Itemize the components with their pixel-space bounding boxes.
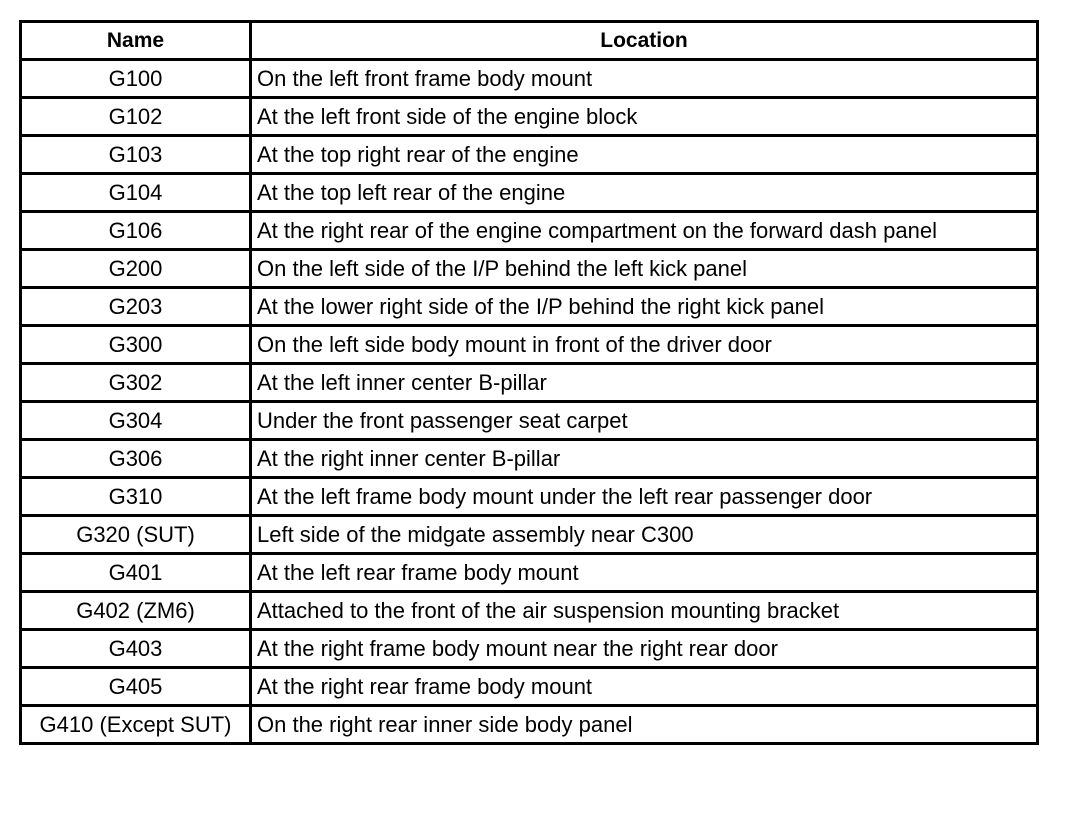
table-body [21, 60, 1038, 744]
ground-location-cell: At the left inner center B-pillar [251, 364, 1038, 402]
ground-location-cell: At the left front side of the engine block [251, 98, 1038, 136]
ground-name-cell: G300 [21, 326, 251, 364]
ground-location-cell: Left side of the midgate assembly near C300 [251, 516, 1038, 554]
table-row [21, 250, 1038, 288]
location-column-header: Location [251, 22, 1038, 60]
ground-name-cell: G106 [21, 212, 251, 250]
table-header-row [21, 22, 1038, 60]
table-row [21, 592, 1038, 630]
ground-location-cell: At the top left rear of the engine [251, 174, 1038, 212]
table-row [21, 60, 1038, 98]
table-row [21, 326, 1038, 364]
ground-location-cell: At the top right rear of the engine [251, 136, 1038, 174]
ground-location-cell: On the left front frame body mount [251, 60, 1038, 98]
ground-location-cell: Attached to the front of the air suspension mounting bracket [251, 592, 1038, 630]
ground-name-cell: G405 [21, 668, 251, 706]
ground-location-cell: On the left side of the I/P behind the left kick panel [251, 250, 1038, 288]
ground-location-cell: At the right rear frame body mount [251, 668, 1038, 706]
table-row [21, 212, 1038, 250]
table-row [21, 364, 1038, 402]
ground-location-cell: Under the front passenger seat carpet [251, 402, 1038, 440]
ground-name-cell: G310 [21, 478, 251, 516]
ground-name-cell: G100 [21, 60, 251, 98]
table-row [21, 668, 1038, 706]
table-row [21, 516, 1038, 554]
ground-name-cell: G402 (ZM6) [21, 592, 251, 630]
ground-name-cell: G103 [21, 136, 251, 174]
table-row [21, 288, 1038, 326]
ground-location-cell: At the left frame body mount under the left rear passenger door [251, 478, 1038, 516]
ground-name-cell: G304 [21, 402, 251, 440]
ground-name-cell: G102 [21, 98, 251, 136]
ground-name-cell: G306 [21, 440, 251, 478]
table-row [21, 174, 1038, 212]
table-row [21, 98, 1038, 136]
table-row [21, 136, 1038, 174]
table-row [21, 402, 1038, 440]
ground-location-cell: At the lower right side of the I/P behind the right kick panel [251, 288, 1038, 326]
ground-name-cell: G302 [21, 364, 251, 402]
name-column-header: Name [21, 22, 251, 60]
ground-name-cell: G203 [21, 288, 251, 326]
table-row [21, 478, 1038, 516]
ground-location-cell: On the left side body mount in front of the driver door [251, 326, 1038, 364]
table-row [21, 554, 1038, 592]
ground-location-cell: At the right inner center B-pillar [251, 440, 1038, 478]
ground-location-cell: At the right frame body mount near the right rear door [251, 630, 1038, 668]
ground-name-cell: G403 [21, 630, 251, 668]
table-row [21, 706, 1038, 744]
ground-name-cell: G401 [21, 554, 251, 592]
ground-name-cell: G410 (Except SUT) [21, 706, 251, 744]
ground-location-cell: At the right rear of the engine compartment on the forward dash panel [251, 212, 1038, 250]
ground-location-cell: At the left rear frame body mount [251, 554, 1038, 592]
ground-name-cell: G104 [21, 174, 251, 212]
ground-location-table [19, 20, 1039, 745]
table-row [21, 630, 1038, 668]
ground-name-cell: G200 [21, 250, 251, 288]
ground-name-cell: G320 (SUT) [21, 516, 251, 554]
ground-location-cell: On the right rear inner side body panel [251, 706, 1038, 744]
table-row [21, 440, 1038, 478]
